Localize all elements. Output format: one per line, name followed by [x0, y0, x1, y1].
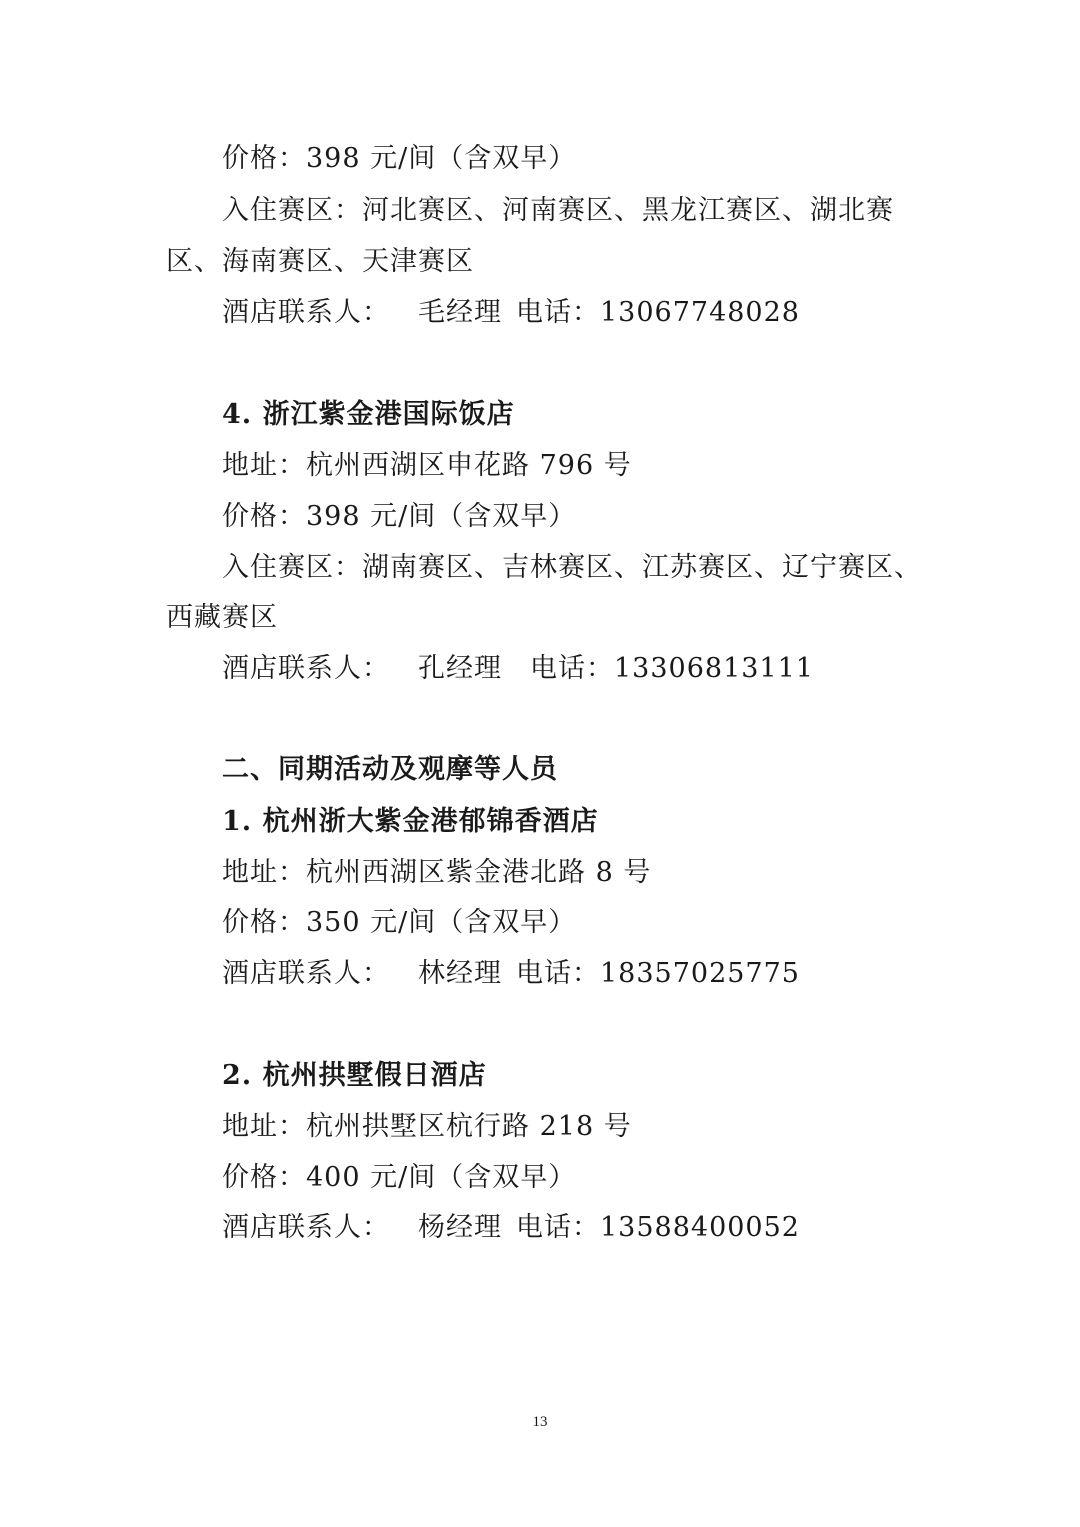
phone-label: 电话： — [530, 653, 614, 684]
phone-number: 18357025775 — [600, 958, 800, 989]
phone-number: 13588400052 — [600, 1212, 800, 1243]
hotel3-price: 价格：398 元/间（含双早） — [222, 143, 577, 174]
s2-hotel1-contact — [222, 957, 800, 991]
phone-label: 电话： — [516, 297, 600, 328]
contact-name: 杨经理 — [418, 1212, 502, 1243]
hotel4-contact — [222, 652, 814, 686]
hotel3-contact — [222, 296, 800, 330]
s2-hotel2-price: 价格：400 元/间（含双早） — [222, 1162, 577, 1193]
hotel4-address: 地址：杭州西湖区申花路 796 号 — [222, 450, 632, 481]
hotel4-title: 4. 浙江紫金港国际饭店 — [222, 399, 515, 430]
contact-label: 酒店联系人： — [222, 653, 390, 684]
contact-label: 酒店联系人： — [222, 958, 390, 989]
contact-name: 林经理 — [418, 958, 502, 989]
contact-name: 毛经理 — [418, 297, 502, 328]
contact-name: 孔经理 — [418, 653, 502, 684]
hotel3-zones-line2: 区、海南赛区、天津赛区 — [166, 246, 474, 277]
hotel4-price: 价格：398 元/间（含双早） — [222, 501, 577, 532]
phone-label: 电话： — [516, 1212, 600, 1243]
contact-label: 酒店联系人： — [222, 297, 390, 328]
page-number: 13 — [532, 1414, 548, 1430]
s2-hotel2-address: 地址：杭州拱墅区杭行路 218 号 — [222, 1111, 632, 1142]
s2-hotel2-contact — [222, 1211, 800, 1245]
hotel4-zones-line1: 入住赛区：湖南赛区、吉林赛区、江苏赛区、辽宁赛区、 — [222, 552, 922, 583]
phone-number: 13306813111 — [614, 653, 814, 684]
s2-hotel1-address: 地址：杭州西湖区紫金港北路 8 号 — [222, 857, 652, 888]
s2-hotel2-title: 2. 杭州拱墅假日酒店 — [222, 1060, 487, 1091]
phone-label: 电话： — [516, 958, 600, 989]
s2-hotel1-price: 价格：350 元/间（含双早） — [222, 907, 577, 938]
contact-label: 酒店联系人： — [222, 1212, 390, 1243]
s2-hotel1-title: 1. 杭州浙大紫金港郁锦香酒店 — [222, 806, 599, 837]
phone-number: 13067748028 — [600, 297, 800, 328]
hotel3-zones-line1: 入住赛区：河北赛区、河南赛区、黑龙江赛区、湖北赛 — [222, 195, 894, 226]
section2-heading: 二、同期活动及观摩等人员 — [222, 754, 558, 785]
hotel4-zones-line2: 西藏赛区 — [166, 602, 278, 633]
